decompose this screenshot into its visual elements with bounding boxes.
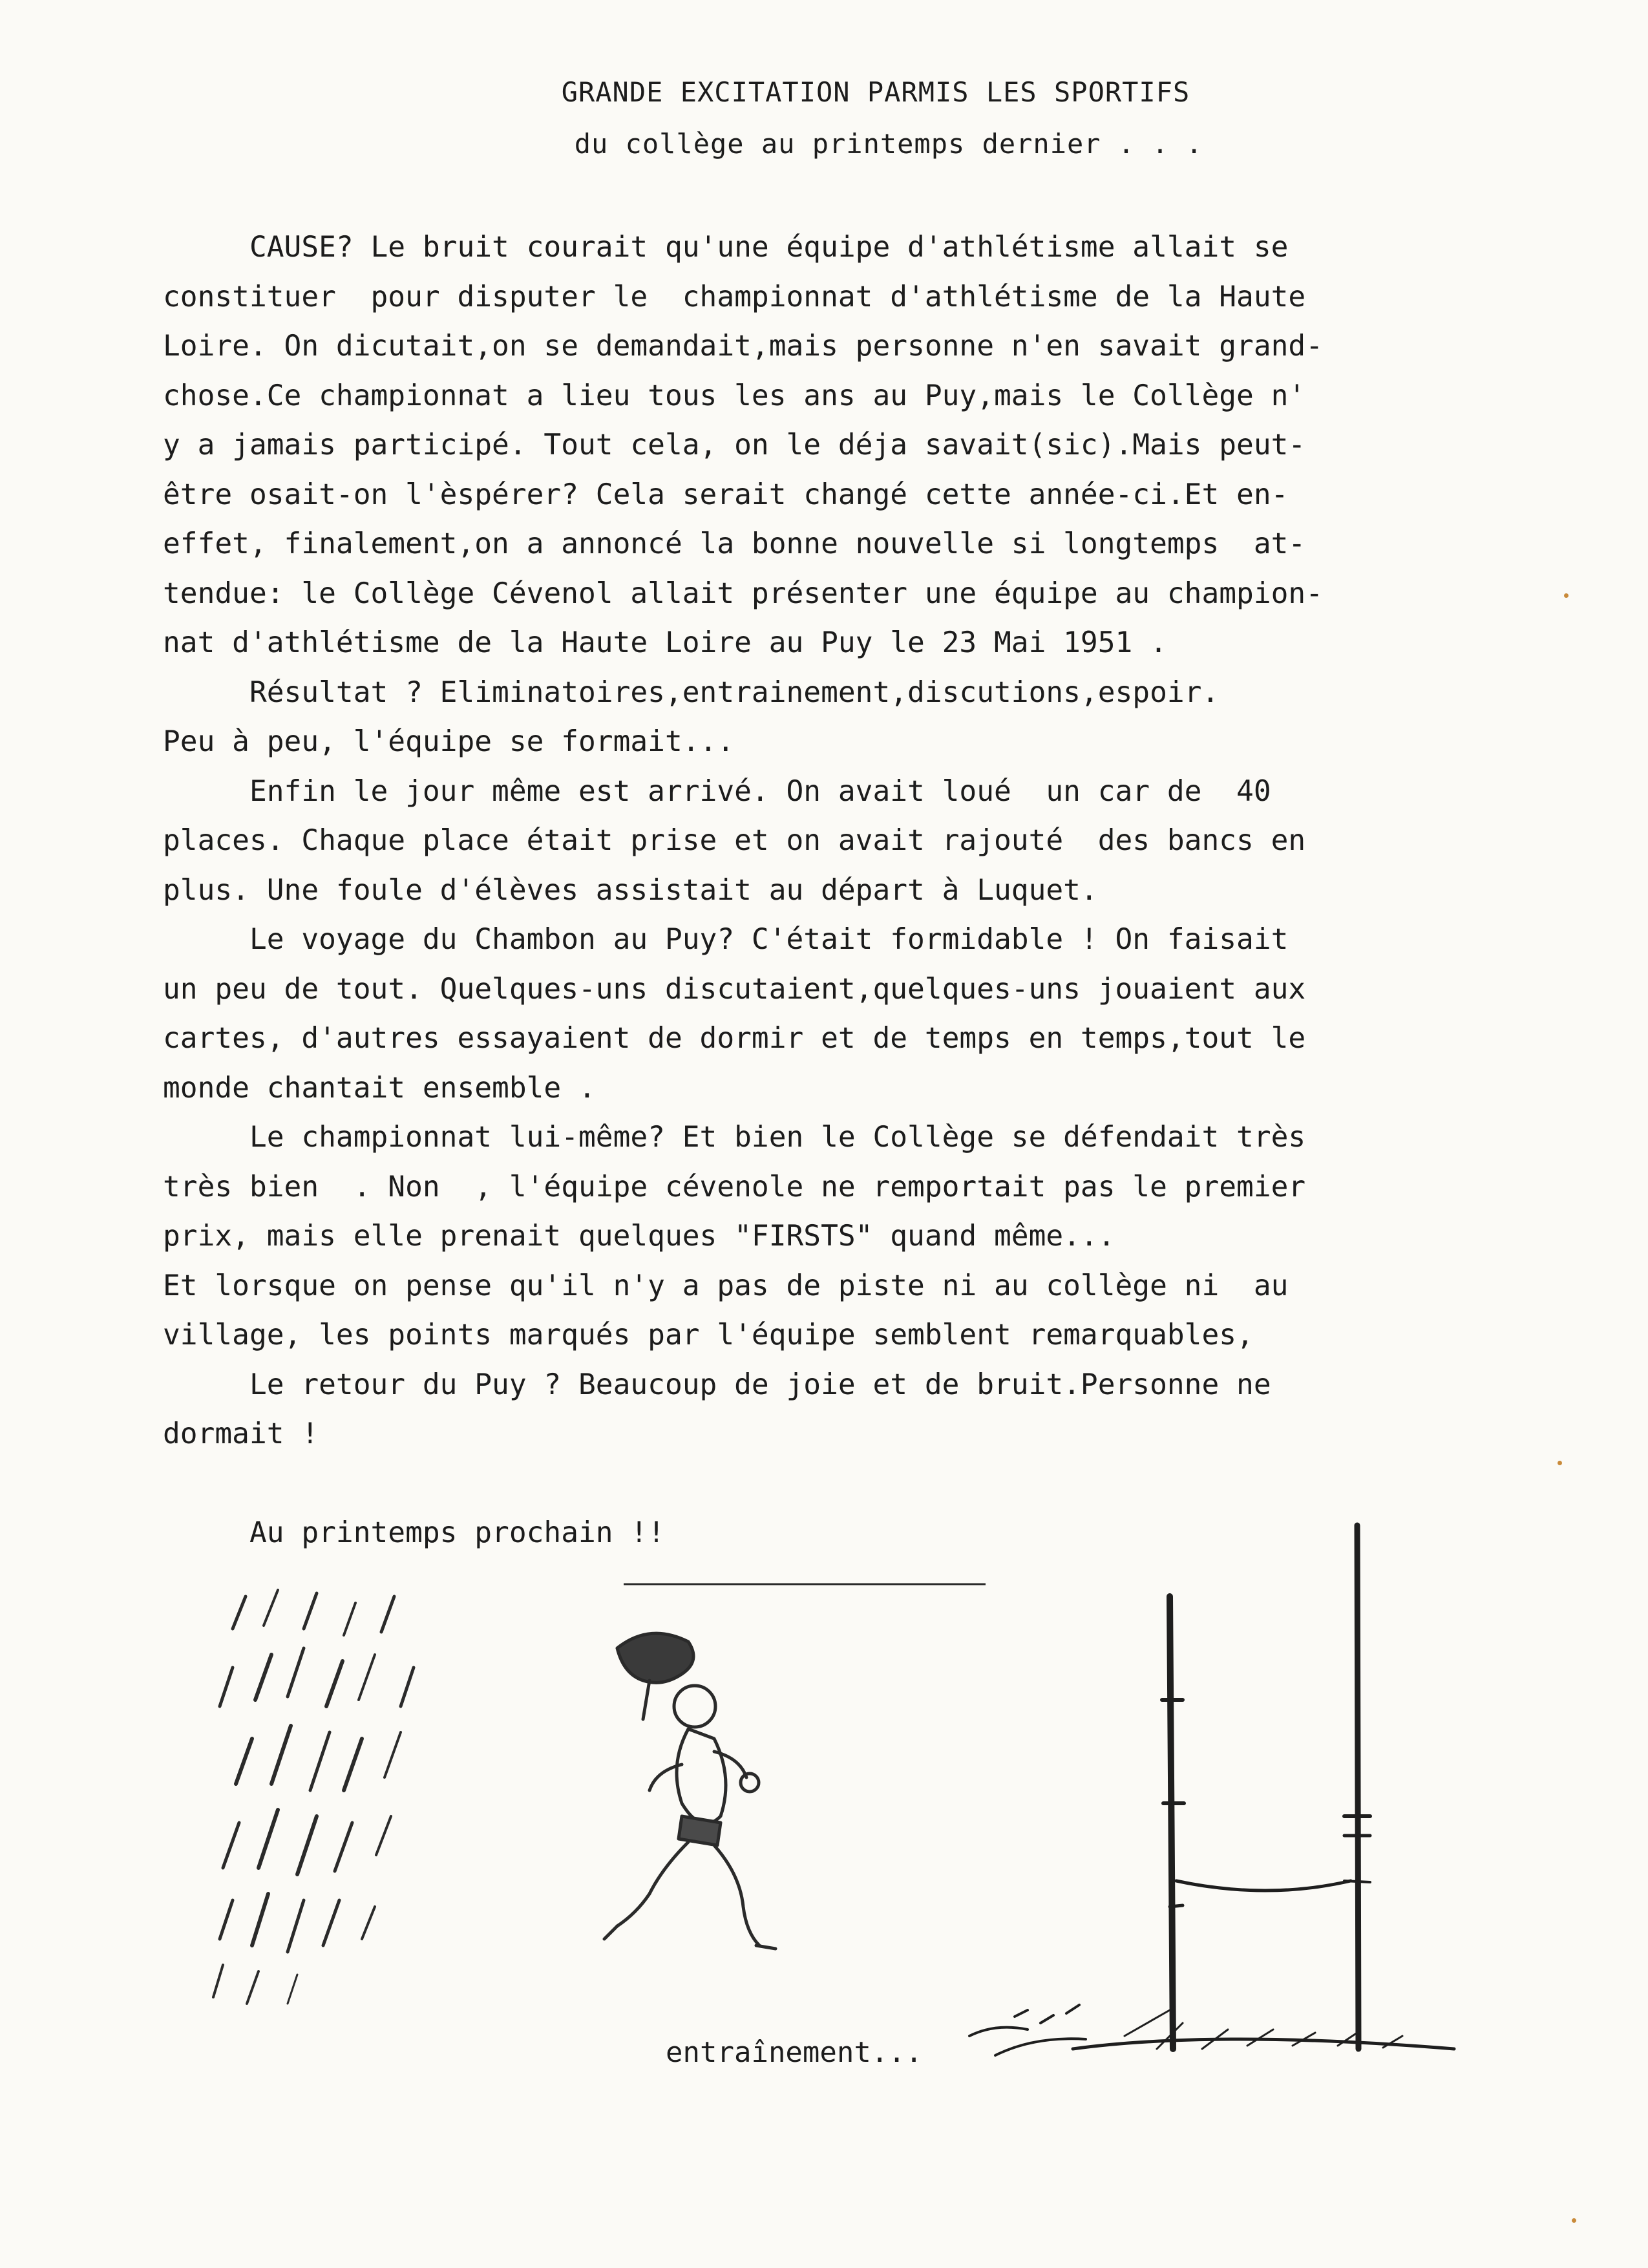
body-line: Le championnat lui-même? Et bien le Collège se défendait très <box>163 1121 1306 1154</box>
body-line: un peu de tout. Quelques-uns discutaient,quelques-uns jouaient aux <box>163 972 1306 1006</box>
body-line: Enfin le jour même est arrivé. On avait loué un car de 40 <box>163 774 1271 808</box>
paper-spot <box>1572 2218 1576 2223</box>
drawing-caption: entraînement... <box>666 2036 923 2069</box>
article-subtitle: du collège au printemps dernier . . . <box>574 128 1203 160</box>
body-line: Peu à peu, l'équipe se formait... <box>163 725 735 758</box>
body-line: chose.Ce championnat a lieu tous les ans au Puy,mais le Collège n' <box>163 379 1306 412</box>
body-line: CAUSE? Le bruit courait qu'une équipe d'athlétisme allait se <box>163 231 1289 264</box>
body-line: constituer pour disputer le championnat d'athlétisme de la Haute <box>163 280 1306 313</box>
article-title: GRANDE EXCITATION PARMIS LES SPORTIFS <box>561 76 1190 108</box>
body-line: Résultat ? Eliminatoires,entrainement,discutions,espoir. <box>163 675 1220 709</box>
body-line: effet, finalement,on a annoncé la bonne nouvelle si longtemps at- <box>163 527 1306 560</box>
paper-spot <box>1558 1461 1562 1465</box>
body-line: tendue: le Collège Cévenol allait présenter une équipe au champion- <box>163 577 1324 610</box>
article-body <box>163 223 1468 1558</box>
rain-hatching-drawing <box>207 1577 478 2017</box>
rule-line <box>624 1580 986 1588</box>
body-line: dormait ! <box>163 1417 319 1450</box>
body-line: prix, mais elle prenait quelques "FIRSTS" quand même... <box>163 1220 1115 1253</box>
high-jump-posts-drawing <box>956 1519 1493 2068</box>
paper-spot <box>1564 593 1569 598</box>
body-line: très bien . Non , l'équipe cévenole ne remportait pas le premier <box>163 1170 1306 1203</box>
body-line: cartes, d'autres essayaient de dormir et de temps en temps,tout le <box>163 1022 1306 1055</box>
body-line: village, les points marqués par l'équipe semblent remarquables, <box>163 1319 1254 1351</box>
body-line <box>163 1459 1468 1509</box>
body-line: nat d'athlétisme de la Haute Loire au Puy le 23 Mai 1951 . <box>163 626 1167 659</box>
body-line: monde chantait ensemble . <box>163 1071 596 1105</box>
body-line: Et lorsque on pense qu'il n'y a pas de piste ni au collège ni au <box>163 1269 1289 1302</box>
body-line: places. Chaque place était prise et on avait rajouté des bancs en <box>163 824 1306 857</box>
body-line: plus. Une foule d'élèves assistait au départ à Luquet. <box>163 873 1098 907</box>
body-line: Le retour du Puy ? Beaucoup de joie et de bruit.Personne ne <box>163 1368 1271 1401</box>
runner-figure-drawing <box>591 1622 805 2023</box>
body-line: être osait-on l'èspérer? Cela serait changé cette année-ci.Et en- <box>163 478 1289 511</box>
body-line: Loire. On dicutait,on se demandait,mais personne n'en savait grand- <box>163 330 1324 363</box>
body-line: Le voyage du Chambon au Puy? C'était formidable ! On faisait <box>163 923 1289 956</box>
body-line: Au printemps prochain !! <box>163 1516 665 1549</box>
body-line: y a jamais participé. Tout cela, on le déja savait(sic).Mais peut- <box>163 429 1306 461</box>
